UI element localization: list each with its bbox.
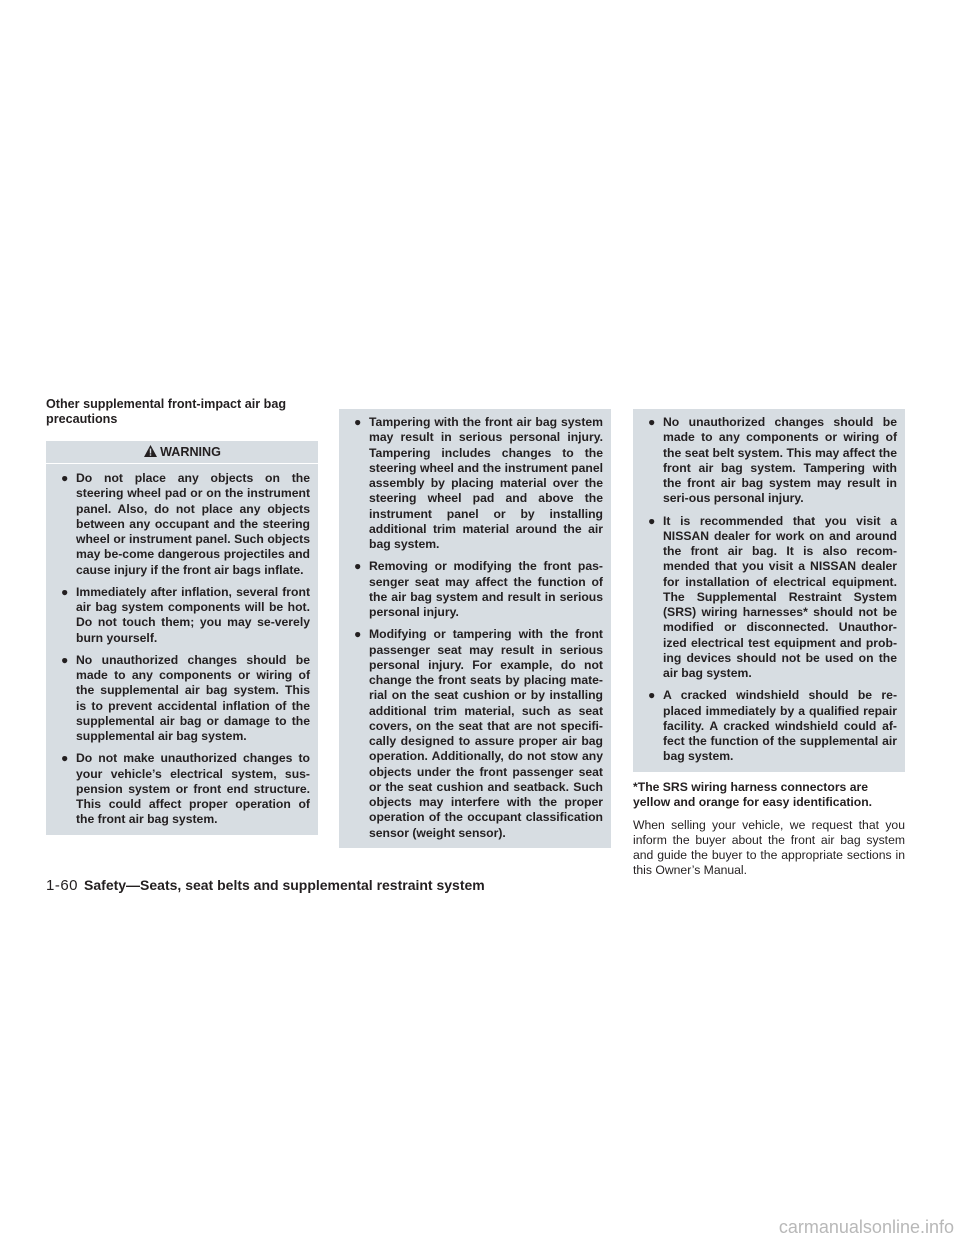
warning-text: No unauthorized changes should be made to any components or wiring of the seat belt system. This may affect the front air bag system. Tampering with the front air bag system may result in seri-ous personal injury. bbox=[663, 415, 897, 506]
warning-item bbox=[54, 751, 310, 827]
warning-triangle-icon bbox=[143, 444, 158, 458]
warning-text: Tampering with the front air bag system may result in serious personal injury. Tampering includes changes to the steering wheel and the instrument panel assembly by placing material over the steering wheel pad and above the instrument panel or by installing additional trim material around the air bag system. bbox=[369, 415, 603, 551]
warning-item bbox=[347, 627, 603, 841]
bullet-icon: ● bbox=[648, 513, 656, 528]
bullet-icon: ● bbox=[61, 584, 69, 599]
chapter-title: Safety—Seats, seat belts and supplemental restraint system bbox=[84, 877, 485, 893]
warning-item bbox=[347, 559, 603, 620]
warning-item bbox=[641, 514, 897, 682]
bullet-icon: ● bbox=[648, 688, 656, 703]
bullet-icon: ● bbox=[61, 751, 69, 766]
warning-box-2 bbox=[339, 409, 611, 848]
bullet-icon: ● bbox=[354, 559, 362, 574]
warning-label: WARNING bbox=[160, 445, 221, 459]
warning-item bbox=[54, 585, 310, 646]
warning-text: Removing or modifying the front pas-senger seat may affect the function of the air bag system and result in serious personal injury. bbox=[369, 559, 603, 619]
page-number: 1-60 bbox=[46, 877, 79, 894]
warning-item bbox=[641, 415, 897, 507]
warning-text: Do not place any objects on the steering wheel pad or on the instrument panel. Also, do not place any objects between any occupant and the steering wheel or instrument panel. Such objects may be-come dangerous projectiles and cause injury if the front air bags inflate. bbox=[76, 471, 310, 577]
warning-box-1 bbox=[46, 441, 318, 835]
warning-text: No unauthorized changes should be made to any components or wiring of the supplemental air bag system. This is to prevent accidental inflation of the supplemental air bag or damage to the supplemental air bag system. bbox=[76, 652, 310, 743]
section-title: Other supplemental front-impact air bag precautions bbox=[46, 397, 287, 426]
bullet-icon: ● bbox=[61, 652, 69, 667]
bullet-icon: ● bbox=[354, 627, 362, 642]
warning-item bbox=[641, 688, 897, 764]
warning-text: Modifying or tampering with the front passenger seat may result in serious personal injury. For example, do not change the front seats by placing mate-rial on the seat cushion or by installing additional trim material, such as seat covers, on the seat that are not specifi-cally designed to assure proper air bag operation. Additionally, do not stow any objects under the front passenger seat or the seat cushion and seatback. Such objects may interfere with the proper operation of the occupant classification sensor (weight sensor). bbox=[369, 627, 603, 840]
column-3 bbox=[633, 409, 905, 878]
warning-box-3 bbox=[633, 409, 905, 772]
column-2 bbox=[339, 409, 611, 848]
srs-note: *The SRS wiring harness connectors are yellow and orange for easy identification. bbox=[633, 779, 873, 809]
warning-item bbox=[54, 653, 310, 745]
warning-item bbox=[54, 471, 310, 578]
warning-header bbox=[46, 441, 318, 464]
watermark: carmanualsonline.info bbox=[778, 1217, 954, 1237]
warning-item bbox=[347, 415, 603, 552]
warning-text: Do not make unauthorized changes to your vehicle’s electrical system, sus-pension system or front end structure. This could affect proper operation of the front air bag system. bbox=[76, 751, 310, 827]
bullet-icon: ● bbox=[61, 471, 69, 485]
bullet-icon: ● bbox=[354, 415, 362, 429]
warning-text: A cracked windshield should be re-placed immediately by a qualified repair facility. A cracked windshield could af-fect the function of the supplemental air bag system. bbox=[663, 688, 897, 764]
warning-text: It is recommended that you visit a NISSAN dealer for work on and around the front air bag. It is also recom-mended that you visit a NISSAN dealer for installation of electrical equipment. The Supplemental Restraint System (SRS) wiring harnesses* should not be modified or disconnected. Unauthor-ized electrical test equipment and prob-ing devices should not be used on the air bag system. bbox=[663, 513, 897, 680]
page-footer bbox=[46, 876, 485, 895]
warning-text: Immediately after inflation, several front air bag system components will be hot. Do not touch them; you may se-verely burn yourself. bbox=[76, 584, 310, 645]
bullet-icon: ● bbox=[648, 415, 656, 429]
body-paragraph: When selling your vehicle, we request that you inform the buyer about the front air bag system and guide the buyer to the appropriate sections in this Owner’s Manual. bbox=[633, 817, 905, 877]
column-1 bbox=[46, 397, 318, 835]
